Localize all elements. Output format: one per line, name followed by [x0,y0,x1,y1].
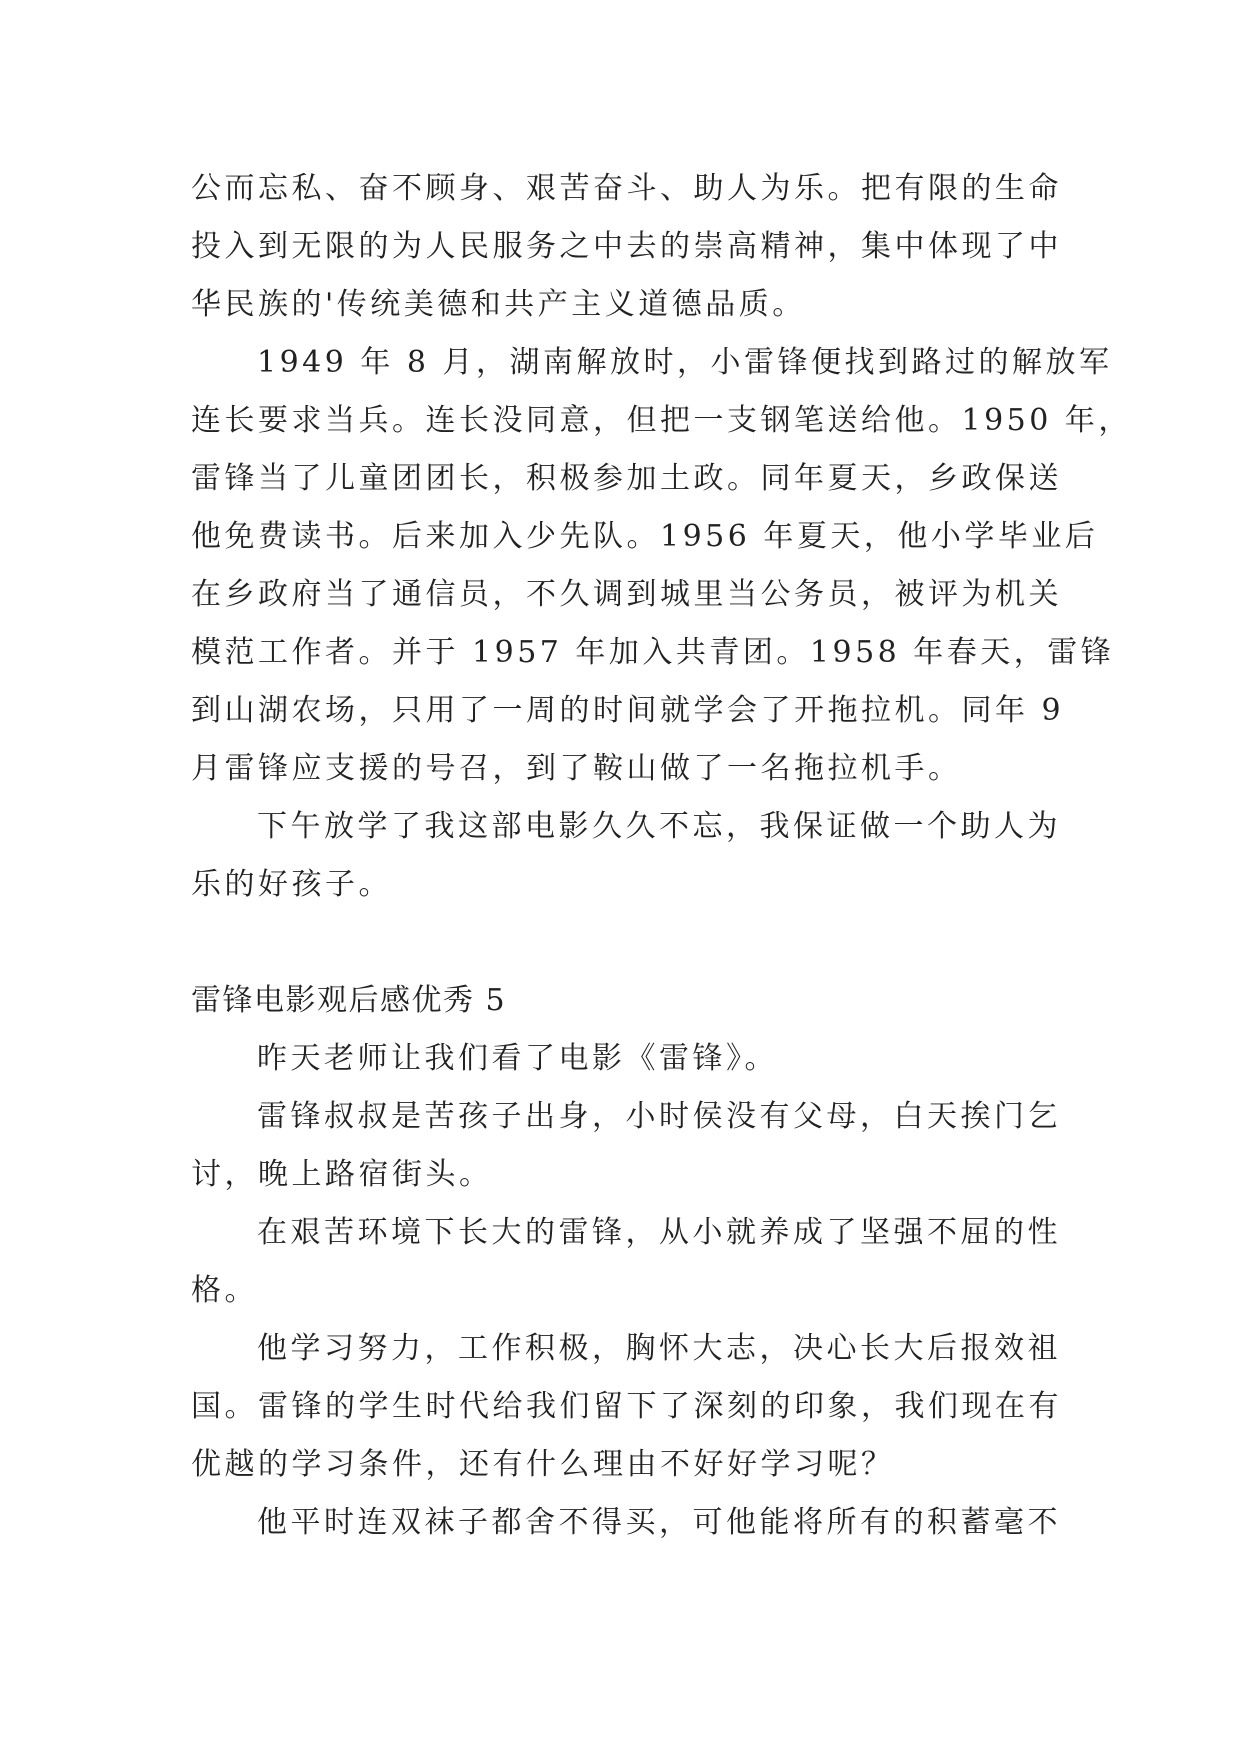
spacer [191,914,1051,972]
paragraph [191,1088,1061,1204]
text-line: 连长要求当兵。连长没同意，但把一支钢笔送给他。1950 年， [191,403,1132,438]
paragraph [191,1494,1061,1552]
text-line: 讨，晚上路宿街头。 [191,1157,493,1192]
text-line: 昨天老师让我们看了电影《雷锋》。 [257,1041,778,1076]
text-line: 投入到无限的为人民服务之中去的崇高精神，集中体现了中 [191,229,1062,264]
text-line: 乐的好孩子。 [191,867,392,902]
text-line: 到山湖农场，只用了一周的时间就学会了开拖拉机。同年 9 [191,693,1065,728]
section-heading: 雷锋电影观后感优秀 5 [191,983,507,1018]
document-page [191,160,1132,1552]
text-line: 在乡政府当了通信员，不久调到城里当公务员，被评为机关 [191,577,1062,612]
text-line: 雷锋当了儿童团团长，积极参加土政。同年夏天，乡政保送 [191,461,1062,496]
paragraph [191,798,1061,914]
text-line: 1949 年 8 月，湖南解放时，小雷锋便找到路过的解放军 [257,345,1113,380]
text-line: 模范工作者。并于 1957 年加入共青团。1958 年春天，雷锋 [191,635,1115,670]
text-line: 优越的学习条件，还有什么理由不好好学习呢？ [191,1447,895,1482]
paragraph [191,160,1062,334]
text-line: 公而忘私、奋不顾身、艰苦奋斗、助人为乐。把有限的生命 [191,171,1062,206]
paragraph [191,1030,1051,1088]
text-line: 他免费读书。后来加入少先队。1956 年夏天，他小学毕业后 [191,519,1099,554]
text-line: 格。 [191,1273,258,1308]
text-line: 他学习努力，工作积极，胸怀大志，决心长大后报效祖 [257,1331,1061,1366]
text-line: 下午放学了我这部电影久久不忘，我保证做一个助人为 [257,809,1061,844]
paragraph [191,334,1132,798]
paragraph [191,1204,1061,1320]
text-line: 在艰苦环境下长大的雷锋，从小就养成了坚强不屈的性 [257,1215,1061,1250]
text-line: 国。雷锋的学生时代给我们留下了深刻的印象，我们现在有 [191,1389,1062,1424]
text-line: 华民族的'传统美德和共产主义道德品质。 [191,287,806,322]
text-line: 他平时连双袜子都舍不得买，可他能将所有的积蓄毫不 [257,1505,1061,1540]
paragraph [191,1320,1062,1494]
text-line: 月雷锋应支援的号召，到了鞍山做了一名拖拉机手。 [191,751,962,786]
text-line: 雷锋叔叔是苦孩子出身，小时侯没有父母，白天挨门乞 [257,1099,1061,1134]
